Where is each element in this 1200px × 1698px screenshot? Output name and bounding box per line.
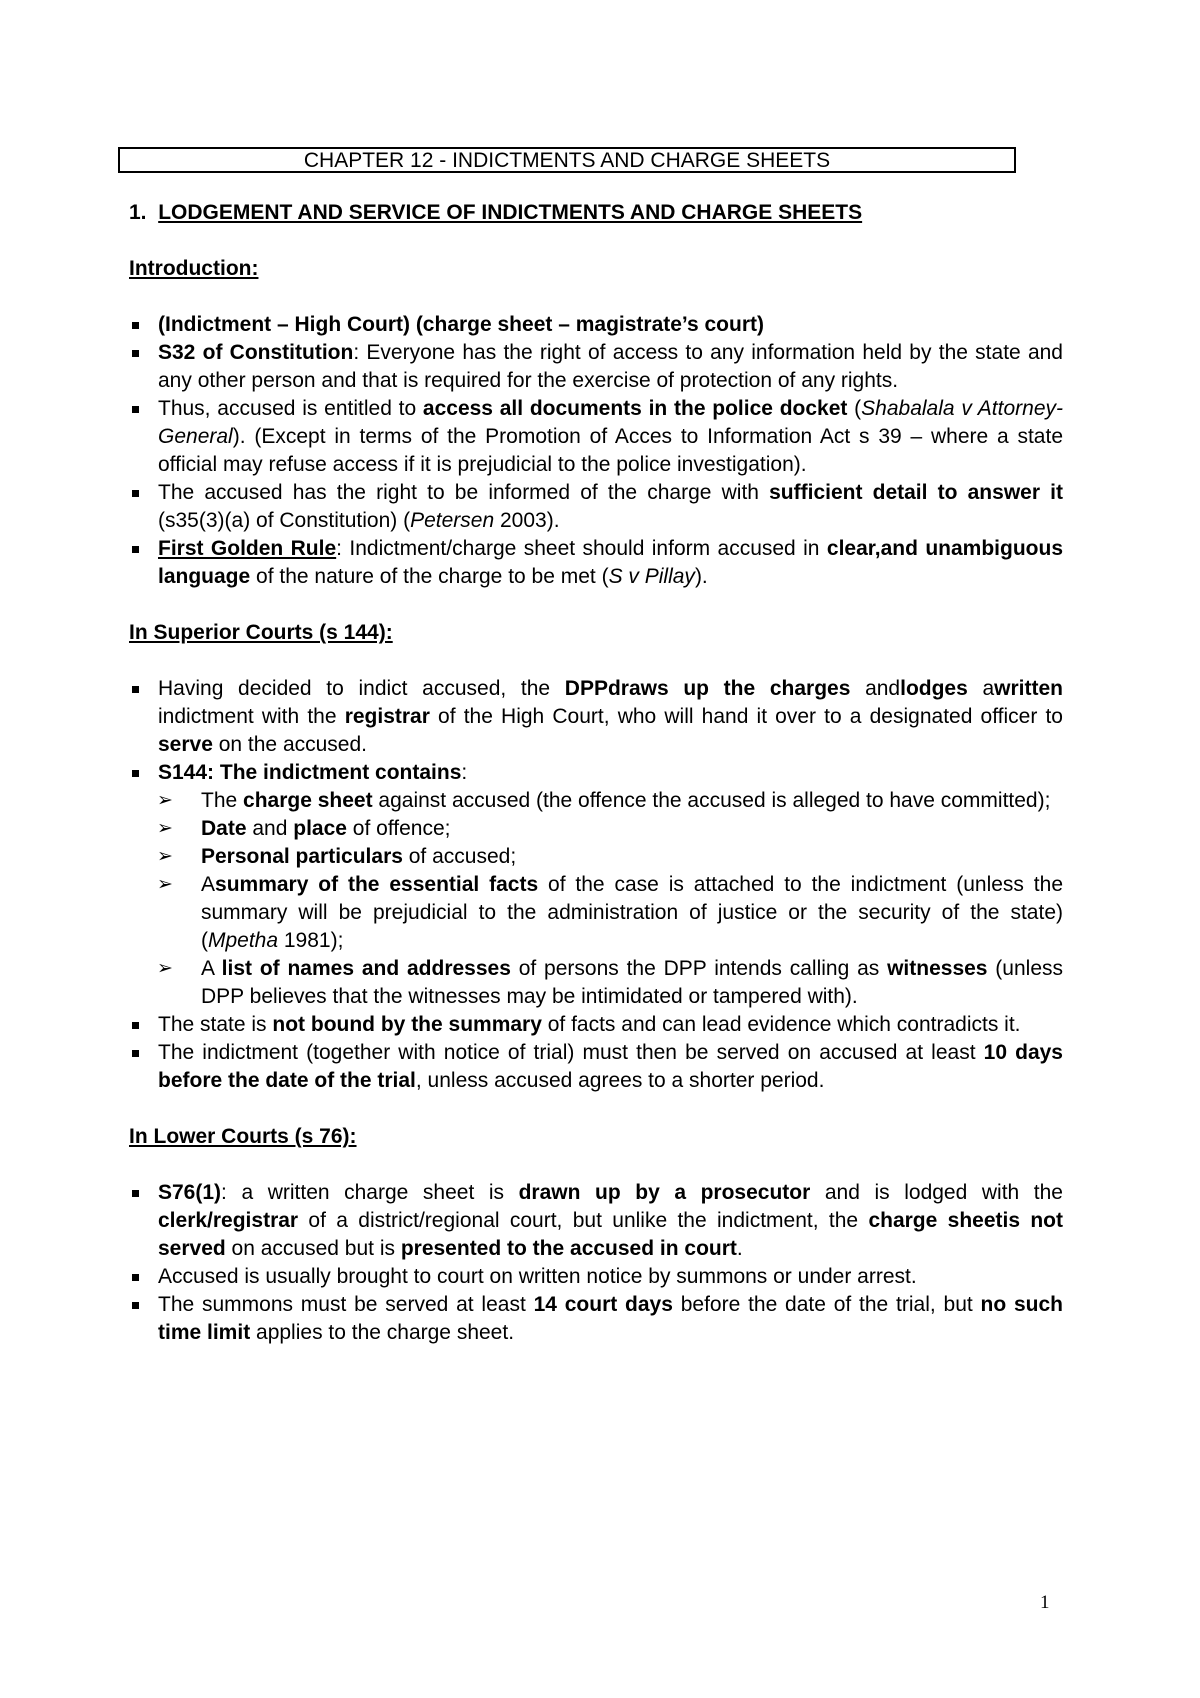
text-span: charge sheetis not served bbox=[158, 1209, 1064, 1260]
text-span: . bbox=[736, 1237, 743, 1260]
sub-list-item bbox=[143, 815, 1063, 843]
text-span: of facts and can lead evidence which contradicts it. bbox=[541, 1013, 1021, 1036]
text-span: Having decided to indict accused, the bbox=[158, 677, 565, 700]
text-span: serve bbox=[158, 733, 213, 756]
list-item bbox=[129, 1011, 1063, 1039]
text-span: of persons the DPP intends calling as bbox=[510, 957, 888, 980]
section-title: LODGEMENT AND SERVICE OF INDICTMENTS AND CHARGE SHEETS bbox=[158, 201, 863, 224]
text-span: The bbox=[201, 789, 244, 812]
intro-heading-text: Introduction: bbox=[129, 257, 259, 280]
text-span: access all documents in the police docket bbox=[422, 397, 848, 420]
superior-heading-text: In Superior Courts (s 144): bbox=[129, 621, 393, 644]
square-bullet-icon bbox=[132, 1274, 139, 1281]
case-citation: S v Pillay bbox=[608, 565, 695, 588]
text-span: 14 court days bbox=[533, 1293, 673, 1316]
text-span: and bbox=[246, 817, 294, 840]
lower-courts-heading bbox=[129, 1123, 1063, 1151]
indictment-contents-list bbox=[143, 787, 1063, 1011]
text-span: charge sheet bbox=[243, 789, 373, 812]
text-span: S32 of Constitution bbox=[158, 341, 354, 364]
text-span: A bbox=[201, 957, 222, 980]
text-span: presented to the accused in court bbox=[400, 1237, 737, 1260]
list-item bbox=[129, 1291, 1063, 1347]
text-span: of accused; bbox=[402, 845, 517, 868]
list-item bbox=[129, 1263, 1063, 1291]
case-citation: Mpetha bbox=[208, 929, 279, 952]
text-span: 1981); bbox=[278, 929, 344, 952]
arrow-bullet-icon: ➢ bbox=[157, 874, 173, 895]
page-number: 1 bbox=[1040, 1592, 1050, 1613]
arrow-bullet-icon: ➢ bbox=[157, 790, 173, 811]
list-item bbox=[129, 759, 1063, 1011]
text-span: A bbox=[201, 873, 216, 896]
text-span: summary of the essential facts bbox=[215, 873, 539, 896]
text-span: 2003). bbox=[494, 509, 560, 532]
text-span: indictment with the bbox=[158, 705, 345, 728]
square-bullet-icon bbox=[132, 1022, 139, 1029]
text-span: , unless accused agrees to a shorter period. bbox=[415, 1069, 825, 1092]
list-item bbox=[129, 479, 1063, 535]
text-span: applies to the charge sheet. bbox=[250, 1321, 515, 1344]
superior-courts-heading bbox=[129, 619, 1063, 647]
square-bullet-icon bbox=[132, 1050, 139, 1057]
square-bullet-icon bbox=[132, 350, 139, 357]
arrow-bullet-icon: ➢ bbox=[157, 818, 173, 839]
list-item bbox=[129, 535, 1063, 591]
text-span: witnesses bbox=[887, 957, 988, 980]
text-span: : Indictment/charge sheet should inform accused in bbox=[336, 537, 827, 560]
list-item bbox=[129, 311, 1063, 339]
text-span: : bbox=[461, 761, 468, 784]
text-span: and bbox=[850, 677, 901, 700]
text-span: S76(1) bbox=[158, 1181, 222, 1204]
text-span: (Indictment – High Court) (charge sheet – magistrate’s court) bbox=[158, 313, 764, 336]
section-heading bbox=[129, 199, 1063, 227]
chapter-title: CHAPTER 12 - INDICTMENTS AND CHARGE SHEETS bbox=[118, 147, 1016, 173]
text-span: The state is bbox=[158, 1013, 273, 1036]
text-span: of the High Court, who will hand it over to a designated officer to bbox=[429, 705, 1063, 728]
arrow-bullet-icon: ➢ bbox=[157, 958, 173, 979]
text-span: The indictment (together with notice of trial) must then be served on accused at least bbox=[158, 1041, 984, 1064]
square-bullet-icon bbox=[132, 1302, 139, 1309]
text-span: 10 days before the date of the trial bbox=[158, 1041, 1063, 1092]
list-item bbox=[129, 1039, 1063, 1095]
text-span: Personal particulars bbox=[201, 845, 403, 868]
text-span: clerk/registrar bbox=[158, 1209, 299, 1232]
text-span: ). bbox=[694, 565, 708, 588]
square-bullet-icon bbox=[132, 322, 139, 329]
text-span: ). (Except in terms of the Promotion of Acces to Information Act s 39 – where a state official may refuse access if it is prejudicial to the police investigation). bbox=[158, 425, 1063, 476]
square-bullet-icon bbox=[132, 490, 139, 497]
square-bullet-icon bbox=[132, 406, 139, 413]
intro-heading bbox=[129, 255, 1063, 283]
text-span: registrar bbox=[344, 705, 430, 728]
text-span: drawn up by a prosecutor bbox=[518, 1181, 811, 1204]
case-citation: Shabalala v Attorney-General bbox=[158, 397, 1063, 448]
text-span: lodges bbox=[900, 677, 968, 700]
list-item bbox=[129, 1179, 1063, 1263]
text-span: Accused is usually brought to court on written notice by summons or under arrest. bbox=[158, 1265, 917, 1288]
case-citation: Petersen bbox=[410, 509, 495, 532]
text-span: : a written charge sheet is bbox=[221, 1181, 519, 1204]
square-bullet-icon bbox=[132, 686, 139, 693]
text-span: of the nature of the charge to be met ( bbox=[250, 565, 609, 588]
text-span: and is lodged with the bbox=[810, 1181, 1063, 1204]
sub-list-item bbox=[143, 871, 1063, 955]
sub-list-item bbox=[143, 955, 1063, 1011]
text-span: First Golden Rule bbox=[158, 537, 337, 560]
text-span: ( bbox=[847, 397, 862, 420]
text-span: before the date of the trial, but bbox=[672, 1293, 981, 1316]
text-span: of a district/regional court, but unlike the indictment, the bbox=[298, 1209, 869, 1232]
text-span: (s35(3)(a) of Constitution) ( bbox=[158, 509, 411, 532]
text-span: written bbox=[994, 677, 1063, 700]
text-span: on accused but is bbox=[225, 1237, 401, 1260]
text-span: The summons must be served at least bbox=[158, 1293, 534, 1316]
square-bullet-icon bbox=[132, 770, 139, 777]
arrow-bullet-icon: ➢ bbox=[157, 846, 173, 867]
sub-list-item bbox=[143, 843, 1063, 871]
lower-list bbox=[129, 1179, 1063, 1347]
square-bullet-icon bbox=[132, 546, 139, 553]
text-span: of the case is attached to the indictment (unless the summary will be prejudicial to the administration of justice or the security of the state) ( bbox=[201, 873, 1063, 952]
section-number: 1. bbox=[129, 201, 147, 224]
text-span: a bbox=[967, 677, 995, 700]
text-span: place bbox=[293, 817, 347, 840]
text-span: not bound by the summary bbox=[272, 1013, 542, 1036]
text-span: sufficient detail to answer it bbox=[769, 481, 1063, 504]
text-span: Date bbox=[201, 817, 247, 840]
text-span: against accused (the offence the accused is alleged to have committed); bbox=[372, 789, 1051, 812]
text-span: (unless DPP believes that the witnesses may be intimidated or tampered with). bbox=[201, 957, 1063, 1008]
square-bullet-icon bbox=[132, 1190, 139, 1197]
list-item bbox=[129, 395, 1063, 479]
text-span: clear,and unambiguous language bbox=[158, 537, 1064, 588]
document-body bbox=[129, 199, 1063, 1347]
text-span: Thus, accused is entitled to bbox=[158, 397, 423, 420]
superior-list bbox=[129, 675, 1063, 1095]
text-span: of offence; bbox=[346, 817, 451, 840]
text-span: S144: The indictment contains bbox=[158, 761, 462, 784]
text-span: list of names and addresses bbox=[221, 957, 511, 980]
list-item bbox=[129, 339, 1063, 395]
lower-heading-text: In Lower Courts (s 76): bbox=[129, 1125, 357, 1148]
sub-list-item bbox=[143, 787, 1063, 815]
text-span: on the accused. bbox=[212, 733, 367, 756]
text-span: : Everyone has the right of access to any information held by the state and any other person and that is required for the exercise of protection of any rights. bbox=[158, 341, 1063, 392]
intro-list bbox=[129, 311, 1063, 591]
text-span: no such time limit bbox=[158, 1293, 1063, 1344]
text-span: DPPdraws up the charges bbox=[564, 677, 851, 700]
text-span: The accused has the right to be informed of the charge with bbox=[158, 481, 770, 504]
list-item bbox=[129, 675, 1063, 759]
